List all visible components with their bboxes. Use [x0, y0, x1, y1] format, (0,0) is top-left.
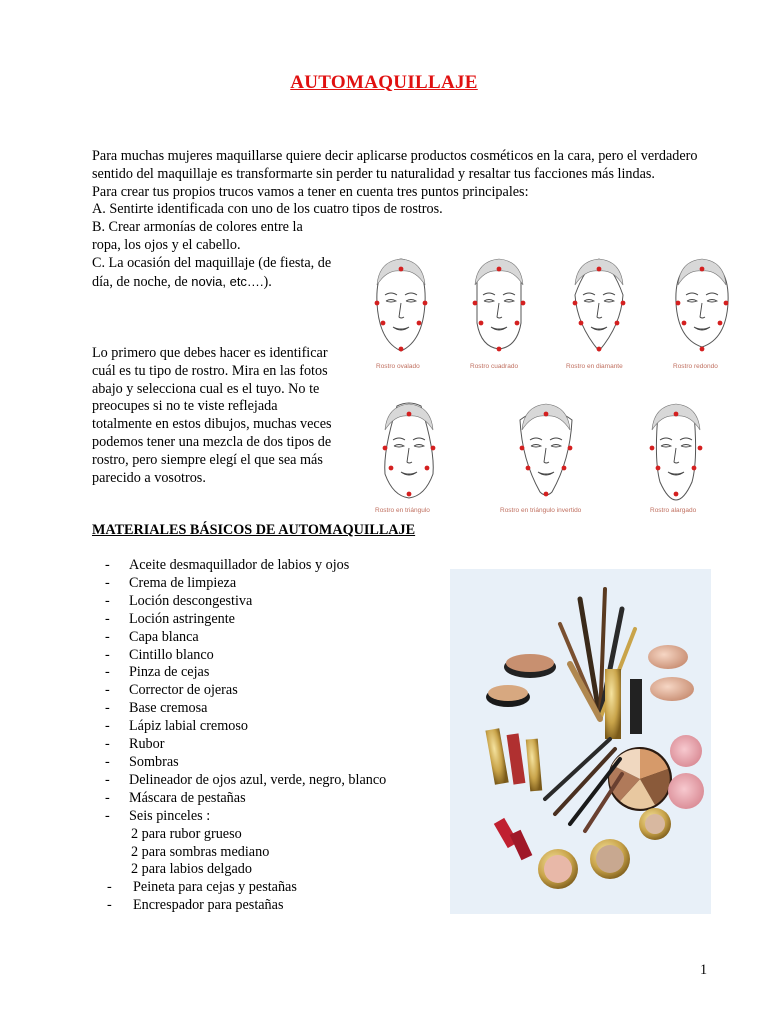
marker-dot	[521, 301, 526, 306]
face-text-line: parecido a vosotros.	[92, 469, 206, 486]
face-outline	[477, 267, 521, 349]
hair-shape	[575, 259, 623, 285]
left-eyebrow	[393, 438, 405, 440]
mouth	[401, 472, 417, 475]
point-c-part2: novia, etc….	[191, 273, 264, 289]
document-title: AUTOMAQUILLAJE	[290, 72, 478, 93]
point-b-line1: B. Crear armonías de colores entre la	[92, 219, 303, 236]
face-cuadrado	[463, 255, 535, 355]
nose	[497, 303, 502, 318]
list-item: - Base cremosa	[105, 700, 208, 717]
left-eyebrow	[686, 293, 698, 295]
list-item: - Rubor	[105, 736, 165, 753]
right-eye	[414, 445, 424, 448]
caption-diamante: Rostro en diamante	[566, 363, 623, 370]
marker-dot	[497, 347, 502, 352]
left-eye	[386, 300, 396, 303]
list-item: - Encrespador para pestañas	[107, 897, 284, 914]
marker-dot	[573, 301, 578, 306]
caption-ovalado: Rostro ovalado	[376, 363, 420, 370]
face-diamante	[563, 255, 635, 355]
face-text-line: cuál es tu tipo de rostro. Mira en las fotos	[92, 362, 328, 379]
right-eye	[551, 445, 561, 448]
hair-shape	[678, 259, 726, 285]
hair-shape	[522, 404, 570, 430]
marker-dot	[698, 446, 703, 451]
list-item: - Cintillo blanco	[105, 646, 214, 663]
cosmetics-illustration	[450, 569, 711, 914]
marker-dot	[597, 267, 602, 272]
mouth	[538, 472, 554, 475]
marker-dot	[399, 267, 404, 272]
list-item: - Lápiz labial cremoso	[105, 718, 248, 735]
marker-dot	[497, 267, 502, 272]
right-eye	[406, 300, 416, 303]
marker-dot	[568, 446, 573, 451]
marker-dot	[676, 301, 681, 306]
hair-shape	[475, 259, 523, 285]
left-eyebrow	[385, 293, 397, 295]
caption-triangulo-invertido: Rostro en triángulo invertido	[500, 507, 582, 514]
mouth	[694, 327, 710, 330]
list-subitem: 2 para labios delgado	[131, 861, 252, 878]
right-eye	[604, 300, 614, 303]
list-item: - Aceite desmaquillador de labios y ojos	[105, 557, 350, 573]
list-subitem: 2 para rubor grueso	[131, 825, 242, 842]
caption-triangulo: Rostro en triángulo	[375, 507, 430, 514]
list-item: - Loción astringente	[105, 610, 235, 627]
list-item: - Delineador de ojos azul, verde, negro, blanco	[105, 771, 387, 788]
marker-dot	[479, 321, 484, 326]
caption-redondo: Rostro redondo	[673, 363, 718, 370]
list-item: - Capa blanca	[105, 628, 199, 645]
marker-dot	[674, 492, 679, 497]
right-eyebrow	[550, 438, 562, 440]
face-alargado	[640, 398, 712, 502]
nose	[674, 448, 679, 463]
marker-dot	[579, 321, 584, 326]
right-eyebrow	[680, 438, 692, 440]
right-eyebrow	[503, 293, 515, 295]
nose	[407, 448, 412, 463]
mouth	[393, 327, 409, 330]
right-eyebrow	[706, 293, 718, 295]
list-item: - Crema de limpieza	[105, 574, 237, 591]
right-eye	[707, 300, 717, 303]
mouth	[491, 327, 507, 330]
marker-dot	[544, 412, 549, 417]
marker-dot	[389, 466, 394, 471]
nose	[399, 303, 404, 318]
hair-shape	[385, 404, 433, 430]
marker-dot	[562, 466, 567, 471]
marker-dot	[682, 321, 687, 326]
marker-dot	[526, 466, 531, 471]
marker-dot	[399, 347, 404, 352]
face-triangulo-invertido	[510, 398, 582, 502]
caption-cuadrado: Rostro cuadrado	[470, 363, 519, 370]
list-item: - Sombras	[105, 753, 179, 770]
left-eye	[531, 445, 541, 448]
list-item: - Pinza de cejas	[105, 664, 210, 681]
left-eyebrow	[483, 293, 495, 295]
right-eyebrow	[413, 438, 425, 440]
nose	[700, 303, 705, 318]
point-a: A. Sentirte identificada con uno de los cuatro tipos de rostros.	[92, 201, 443, 218]
marker-dot	[615, 321, 620, 326]
intro-text-1: Para muchas mujeres maquillarse quiere decir aplicarse productos cosméticos en la cara, pero el verdadero sentido del maquillaje es transformarte sin perder tu naturalidad y resaltar tus facciones más lindas.	[92, 148, 698, 182]
face-text-line: abajo y selecciona cual es el tuyo. No te	[92, 380, 320, 397]
nose	[597, 303, 602, 318]
face-text-line: totalmente en estos dibujos, muchas veces	[92, 416, 332, 433]
marker-dot	[417, 321, 422, 326]
marker-dot	[724, 301, 729, 306]
left-eyebrow	[660, 438, 672, 440]
left-eye	[687, 300, 697, 303]
marker-dot	[423, 301, 428, 306]
left-eye	[484, 300, 494, 303]
right-eye	[681, 445, 691, 448]
face-text-line: Lo primero que debes hacer es identificar	[92, 345, 328, 361]
point-b-line2: ropa, los ojos y el cabello.	[92, 236, 241, 253]
face-redondo	[666, 255, 738, 355]
hair-shape	[377, 259, 425, 285]
cosmetics-photo	[450, 569, 711, 914]
face-ovalado	[365, 255, 437, 355]
marker-dot	[407, 412, 412, 417]
marker-dot	[692, 466, 697, 471]
page-number: 1	[700, 962, 708, 978]
marker-dot	[515, 321, 520, 326]
right-eyebrow	[603, 293, 615, 295]
marker-dot	[597, 347, 602, 352]
materials-title: MATERIALES BÁSICOS DE AUTOMAQUILLAJE	[92, 522, 416, 538]
left-eyebrow	[530, 438, 542, 440]
left-eye	[394, 445, 404, 448]
marker-dot	[375, 301, 380, 306]
marker-dot	[700, 267, 705, 272]
list-item: - Seis pinceles :	[105, 807, 211, 824]
point-c-line1: C. La ocasión del maquillaje (de fiesta, de	[92, 254, 332, 271]
marker-dot	[520, 446, 525, 451]
marker-dot	[650, 446, 655, 451]
nose	[544, 448, 549, 463]
mouth	[591, 327, 607, 330]
hair-shape	[652, 404, 700, 430]
left-eye	[661, 445, 671, 448]
point-c-part3: ).	[263, 273, 272, 290]
marker-dot	[718, 321, 723, 326]
marker-dot	[544, 492, 549, 497]
marker-dot	[431, 446, 436, 451]
mouth	[668, 472, 684, 475]
list-item: - Máscara de pestañas	[105, 789, 246, 806]
list-item: - Peineta para cejas y pestañas	[107, 879, 297, 896]
marker-dot	[473, 301, 478, 306]
right-eyebrow	[405, 293, 417, 295]
marker-dot	[381, 321, 386, 326]
face-text-line: podemos tener una mezcla de dos tipos de	[92, 433, 332, 450]
left-eye	[584, 300, 594, 303]
list-subitem: 2 para sombras mediano	[131, 843, 270, 860]
list-item: - Corrector de ojeras	[105, 682, 238, 699]
marker-dot	[383, 446, 388, 451]
marker-dot	[656, 466, 661, 471]
intro-text-2: Para crear tus propios trucos vamos a tener en cuenta tres puntos principales:	[92, 183, 529, 200]
left-eyebrow	[583, 293, 595, 295]
face-types-paragraph	[92, 345, 362, 487]
marker-dot	[407, 492, 412, 497]
face-text-line: preocupes si no te viste reflejada	[92, 398, 278, 415]
face-outline	[656, 406, 695, 500]
caption-alargado: Rostro alargado	[650, 507, 697, 514]
marker-dot	[621, 301, 626, 306]
list-item: - Loción descongestiva	[105, 592, 253, 609]
marker-dot	[425, 466, 430, 471]
materials-list	[105, 557, 386, 915]
right-eye	[504, 300, 514, 303]
point-c-part1: día, de noche, de	[92, 273, 192, 290]
face-triangulo	[373, 398, 445, 502]
marker-dot	[674, 412, 679, 417]
face-text-line: rostro, pero siempre elegí el que sea más	[92, 451, 323, 468]
marker-dot	[700, 347, 705, 352]
